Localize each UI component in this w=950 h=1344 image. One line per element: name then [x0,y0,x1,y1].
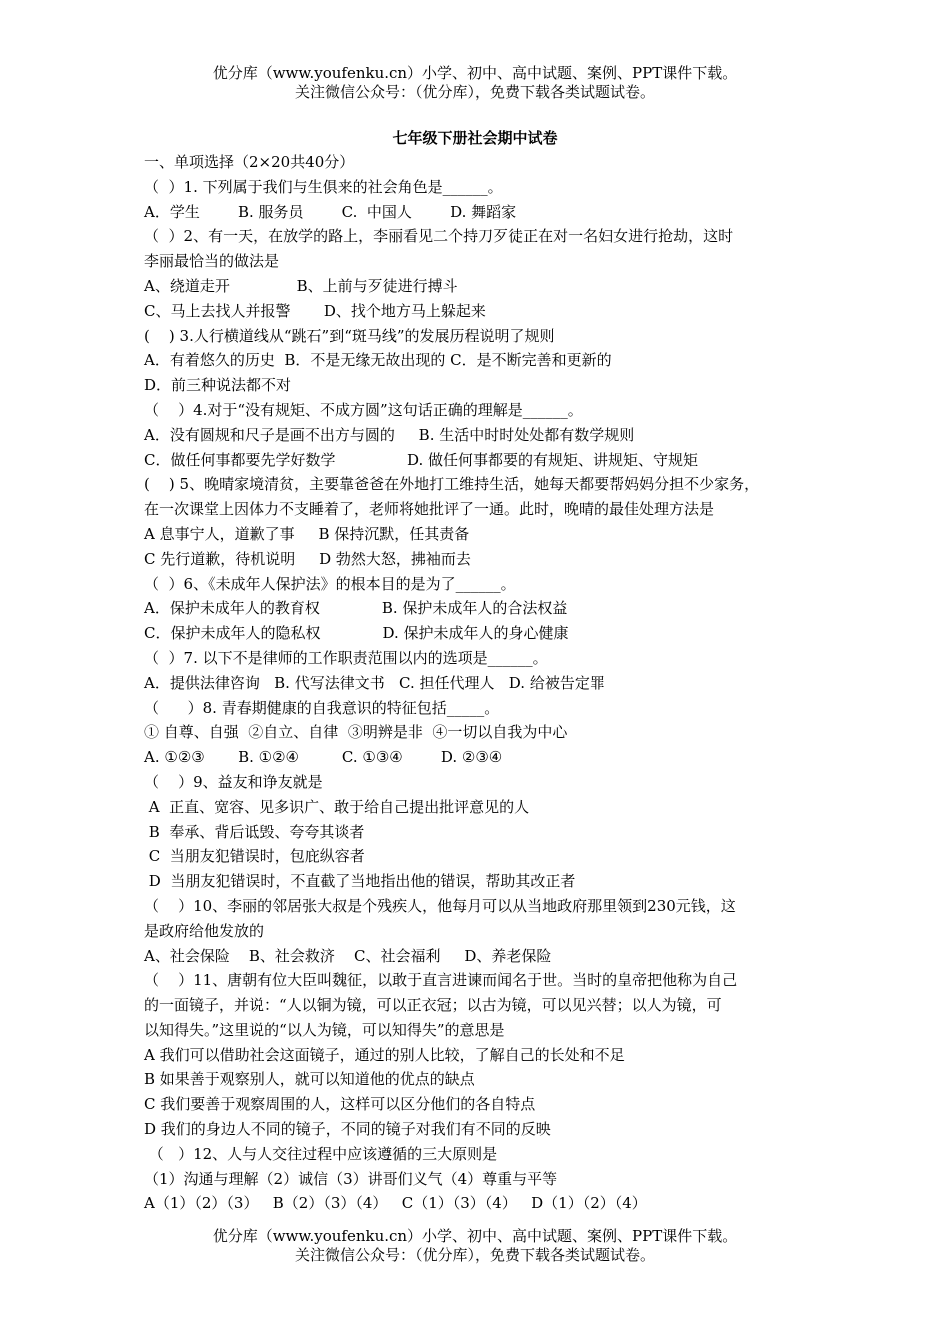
text-line: （ ）7. 以下不是律师的工作职责范围以内的选项是______。 [144,648,548,667]
text-line: 李丽最恰当的做法是 [144,252,280,271]
text-line: 是政府给他发放的 [144,921,265,940]
section-heading: 一、单项选择（2×20共40分） [144,153,355,171]
footer-line-2: 关注微信公众号：（优分库），免费下载各类试题试卷。 [294,1246,655,1264]
exam-content [144,150,824,1216]
text-line: C 当朋友犯错误时，包庇纵容者 [144,847,365,866]
text-line: A 息事宁人，道歉了事 B 保持沉默，任其责备 [144,524,470,543]
exam-title: 七年级下册社会期中试卷 [392,129,558,147]
text-line: 的一面镜子，并说：“人以铜为镜，可以正衣冠；以古为镜，可以见兴替；以人为镜，可 [144,996,722,1015]
text-line: ① 自尊、自强 ②自立、自律 ③明辨是非 ④一切以自我为中心 [144,723,568,742]
text-line: ( ) 3.人行横道线从“跳石”到“斑马线”的发展历程说明了规则 [144,326,555,345]
text-line: A 我们可以借助社会这面镜子，通过的别人比较，了解自己的长处和不足 [144,1045,625,1064]
text-line: C．做任何事都要先学好数学 D. 做任何事都要的有规矩、讲规矩、守规矩 [144,450,699,469]
header-line-1: 优分库（www.youfenku.cn）小学、初中、高中试题、案例、PPT课件下载。 [212,64,738,82]
text-line: （ ）10、李丽的邻居张大叔是个残疾人，他每月可以从当地政府那里领到230元钱，这 [144,896,736,915]
text-line: （ ）6、《未成年人保护法》的根本目的是为了______。 [144,574,516,593]
text-line: C、马上去找人并报警 D、找个地方马上躲起来 [144,301,486,320]
text-line: ( ) 5、晚晴家境清贫，主要靠爸爸在外地打工维持生活，她每天都要帮妈妈分担不少家务， [144,475,760,494]
text-line: （1）沟通与理解（2）诚信（3）讲哥们义气（4）尊重与平等 [144,1169,558,1188]
text-line: 以知得失。”这里说的“以人为镜，可以知得失”的意思是 [144,1020,505,1039]
text-line: C 先行道歉，待机说明 D 勃然大怒，拂袖而去 [144,549,471,568]
text-line: A（1）（2）（3） B（2）（3）（4） C（1）（3）（4） D（1）（2）（4） [144,1194,647,1213]
text-line: （ ）8. 青春期健康的自我意识的特征包括_____。 [144,698,500,717]
text-line: A．有着悠久的历史 B．不是无缘无故出现的 C．是不断完善和更新的 [144,351,612,370]
text-line: D．前三种说法都不对 [144,376,292,395]
text-line: A．提供法律咨询 B. 代写法律文书 C. 担任代理人 D. 给被告定罪 [144,673,605,692]
text-line: C．保护未成年人的隐私权 D. 保护未成年人的身心健康 [144,624,569,643]
text-line: A. ①②③ B. ①②④ C. ①③④ D. ②③④ [144,748,503,767]
text-line: （ ）11、唐朝有位大臣叫魏征，以敢于直言进谏而闻名于世。当时的皇帝把他称为自己 [144,971,738,990]
text-line: A．没有圆规和尺子是画不出方与圆的 B. 生活中时时处处都有数学规则 [144,425,635,444]
text-line: （ ）2、有一天，在放学的路上，李丽看见二个持刀歹徒正在对一名妇女进行抢劫，这时 [144,227,734,246]
text-line: C 我们要善于观察周围的人，这样可以区分他们的各自特点 [144,1095,536,1114]
text-line: A、社会保险 B、社会救济 C、社会福利 D、养老保险 [144,946,552,965]
text-line: B 奉承、背后诋毁、夸夸其谈者 [144,822,365,841]
page-footer [0,1227,950,1265]
text-line: A 正直、宽容、见多识广、敢于给自己提出批评意见的人 [144,797,530,816]
footer-line-1: 优分库（www.youfenku.cn）小学、初中、高中试题、案例、PPT课件下载。 [212,1227,738,1245]
text-line: B 如果善于观察别人，就可以知道他的优点的缺点 [144,1070,475,1089]
text-line: （ ）9、益友和诤友就是 [144,772,323,791]
text-line: D 当朋友犯错误时，不直截了当地指出他的错误，帮助其改正者 [144,872,576,891]
question-lines [144,175,824,1216]
text-line: A．学生 B. 服务员 C. 中国人 D. 舞蹈家 [144,202,517,221]
text-line: 在一次课堂上因体力不支睡着了，老师将她批评了一通。此时，晚晴的最佳处理方法是 [144,500,715,519]
text-line: A、绕道走开 B、上前与歹徒进行搏斗 [144,276,458,295]
page-header [0,64,950,102]
text-line: （ ）1. 下列属于我们与生俱来的社会角色是______。 [144,177,503,196]
text-line: A．保护未成年人的教育权 B. 保护未成年人的合法权益 [144,599,568,618]
text-line: （ ）4.对于“没有规矩、不成方圆”这句话正确的理解是______。 [144,400,583,419]
text-line: （ ）12、人与人交往过程中应该遵循的三大原则是 [144,1144,498,1163]
text-line: D 我们的身边人不同的镜子，不同的镜子对我们有不同的反映 [144,1120,551,1139]
header-line-2: 关注微信公众号：（优分库），免费下载各类试题试卷。 [294,83,655,101]
